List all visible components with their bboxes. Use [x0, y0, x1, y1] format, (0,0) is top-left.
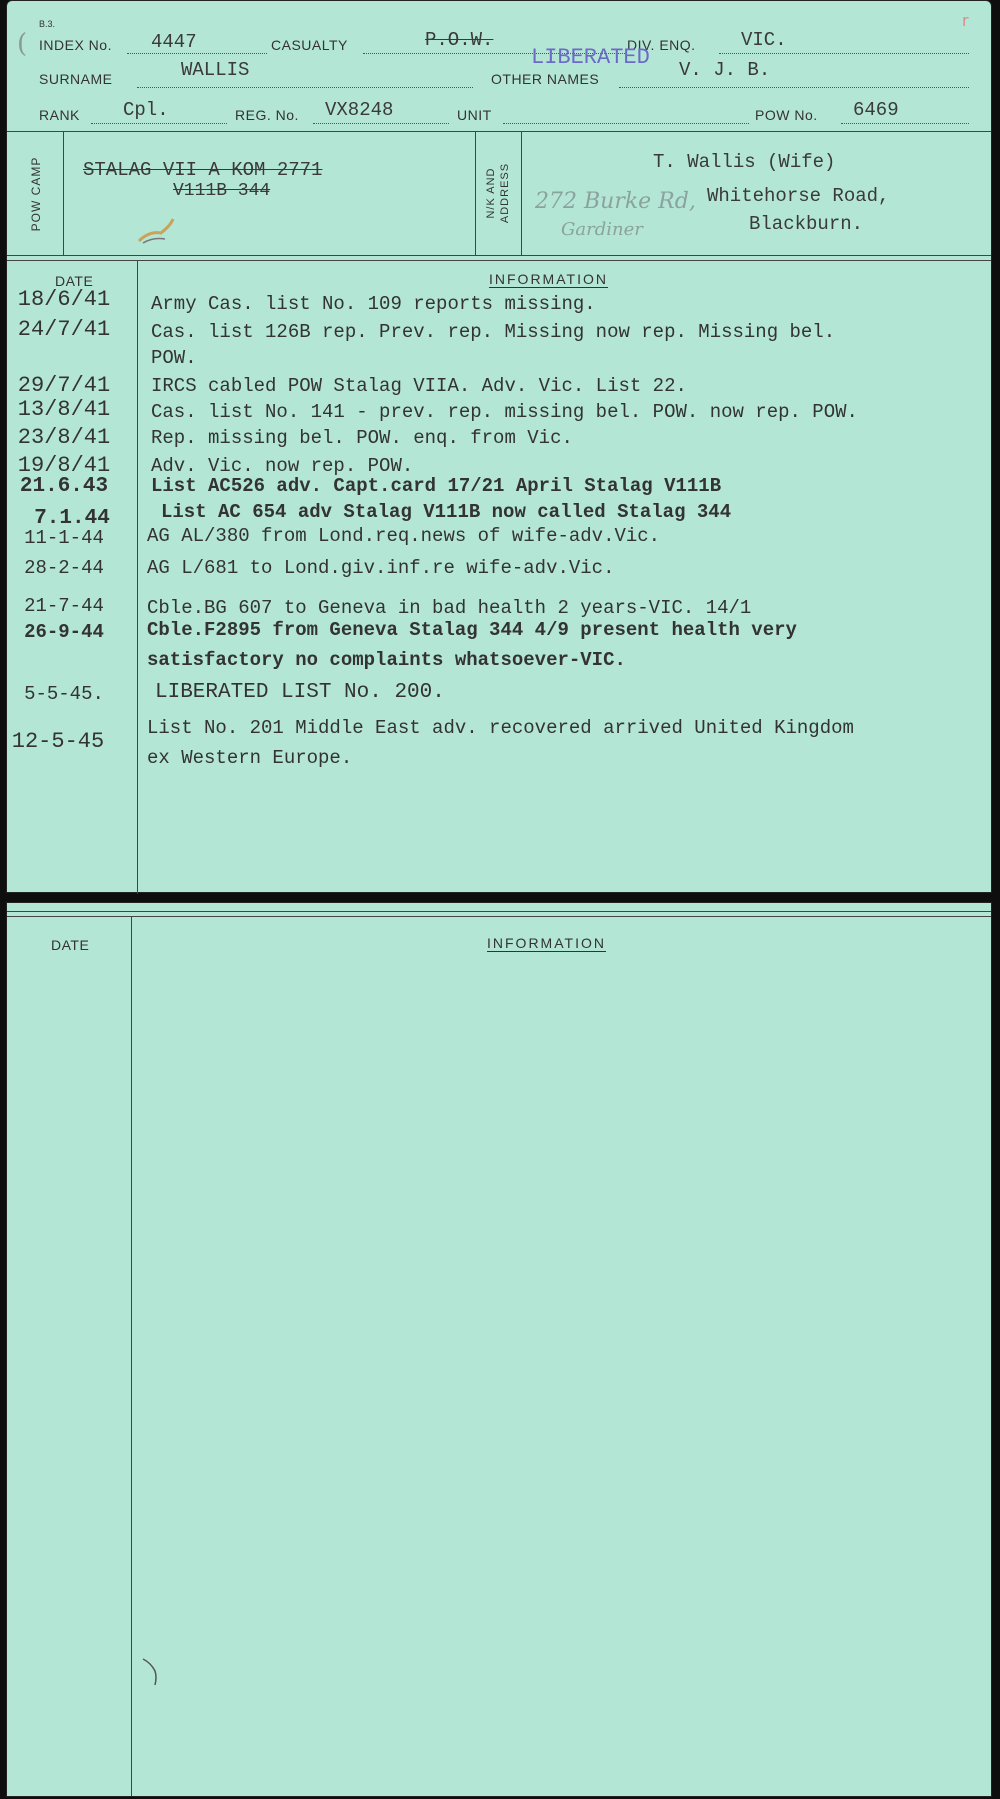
pencil-mark-icon [139, 1655, 169, 1691]
unit-label: UNIT [457, 107, 492, 123]
div-enq-line [719, 53, 969, 54]
reverse-information-header: INFORMATION [487, 935, 606, 951]
index-card-reverse [6, 902, 992, 1797]
section-rule-2 [7, 260, 991, 261]
surname-line [137, 87, 473, 88]
entry-date: 21-7-44 [24, 595, 104, 617]
entry-info: Rep. missing bel. POW. enq. from Vic. [151, 427, 573, 449]
entry-date: 28-2-44 [24, 557, 104, 579]
surname-value: WALLIS [181, 59, 250, 81]
date-header: DATE [55, 273, 94, 289]
entry-info: AG AL/380 from Lond.req.news of wife-adv.Vic. [147, 525, 661, 547]
entry-info-cont: POW. [151, 347, 197, 369]
corner-red-mark: r [962, 11, 969, 30]
entry-info: AG L/681 to Lond.giv.inf.re wife-adv.Vic. [147, 557, 615, 579]
index-no-label: INDEX No. [39, 37, 112, 53]
div-enq-label: DIV. ENQ. [627, 37, 696, 53]
pow-camp-divider [63, 131, 64, 255]
entry-date: 13/8/41 [17, 397, 111, 422]
nk-address-label [484, 143, 512, 243]
entry-date: 21.6.43 [19, 475, 109, 498]
pow-camp-label: POW CAMP [29, 156, 43, 232]
index-no-value: 4447 [151, 31, 197, 53]
form-code: B.3. [39, 19, 56, 29]
entry-date: 11-1-44 [24, 527, 104, 549]
reg-no-line [313, 123, 449, 124]
index-card-front [6, 0, 992, 893]
entry-date: 24/7/41 [17, 317, 111, 342]
entry-info: Cble.BG 607 to Geneva in bad health 2 years-VIC. 14/1 [147, 597, 752, 619]
entry-info-cont: satisfactory no complaints whatsoever-VIC. [147, 649, 626, 671]
entry-info: IRCS cabled POW Stalag VIIA. Adv. Vic. List 22. [151, 375, 687, 397]
reverse-date-divider [131, 916, 132, 1796]
entry-info: List AC526 adv. Capt.card 17/21 April Stalag V111B [151, 475, 722, 497]
entry-info: Adv. Vic. now rep. POW. [151, 455, 414, 477]
nk-line2: Whitehorse Road, [707, 185, 890, 207]
entry-info: Army Cas. list No. 109 reports missing. [151, 293, 596, 315]
entry-date: 29/7/41 [17, 373, 111, 398]
entry-info: List No. 201 Middle East adv. recovered arrived United Kingdom [147, 717, 854, 739]
corner-mark: ( [17, 29, 28, 59]
div-enq-value: VIC. [741, 29, 787, 51]
date-column-divider [137, 260, 138, 894]
other-names-line [619, 87, 969, 88]
pow-no-label: POW No. [755, 107, 818, 123]
entry-date: 19/8/41 [17, 453, 111, 478]
information-header: INFORMATION [489, 271, 608, 287]
pow-camp-line1: STALAG VII A KOM 2771 [83, 159, 323, 181]
unit-line [503, 123, 749, 124]
entry-info-stamp: LIBERATED LIST No. 200. [155, 681, 445, 704]
entry-info: Cble.F2895 from Geneva Stalag 344 4/9 present health very [147, 619, 797, 641]
entry-date: 12-5-45 [11, 729, 105, 754]
entry-date: 23/8/41 [17, 425, 111, 450]
nk-line3: Blackburn. [749, 213, 864, 235]
entry-date: 7.1.44 [34, 507, 110, 530]
entry-date: 5-5-45. [24, 683, 104, 705]
casualty-label: CASUALTY [271, 37, 348, 53]
surname-label: SURNAME [39, 71, 113, 87]
rank-value: Cpl. [123, 99, 169, 121]
nk-handwritten-address: 272 Burke Rd, [535, 189, 696, 214]
index-no-line [127, 53, 267, 54]
reverse-date-header: DATE [51, 937, 90, 953]
address-label: ADDRESS [499, 162, 511, 224]
rank-line [91, 123, 227, 124]
pow-no-value: 6469 [853, 99, 899, 121]
entry-info: Cas. list No. 141 - prev. rep. missing bel. POW. now rep. POW. [151, 401, 858, 423]
other-names-label: OTHER NAMES [491, 71, 600, 87]
nk-handwritten-note: Gardiner [561, 219, 643, 240]
reverse-rule-2 [7, 916, 991, 917]
pow-camp-line2: V111B 344 [173, 181, 271, 201]
other-names-value: V. J. B. [679, 59, 771, 81]
liberated-stamp: LIBERATED [531, 45, 650, 70]
casualty-value: P.O.W. [425, 29, 494, 51]
reg-no-value: VX8248 [325, 99, 394, 121]
pencil-scribble-icon [135, 213, 179, 249]
pow-no-line [841, 123, 969, 124]
rank-label: RANK [39, 107, 80, 123]
section-rule-1 [7, 255, 991, 256]
nk-and-label: N/K AND [485, 167, 497, 219]
entry-date: 18/6/41 [17, 287, 111, 312]
nk-line1: T. Wallis (Wife) [653, 151, 836, 173]
entry-info: Cas. list 126B rep. Prev. rep. Missing now rep. Missing bel. [151, 321, 836, 343]
nk-divider-right [521, 131, 522, 255]
entry-info-cont: ex Western Europe. [147, 747, 353, 769]
nk-divider-left [475, 131, 476, 255]
reg-no-label: REG. No. [235, 107, 299, 123]
entry-info: List AC 654 adv Stalag V111B now called Stalag 344 [161, 501, 732, 523]
header-rule [7, 131, 991, 132]
entry-date: 26-9-44 [24, 621, 104, 643]
reverse-rule-1 [7, 911, 991, 912]
